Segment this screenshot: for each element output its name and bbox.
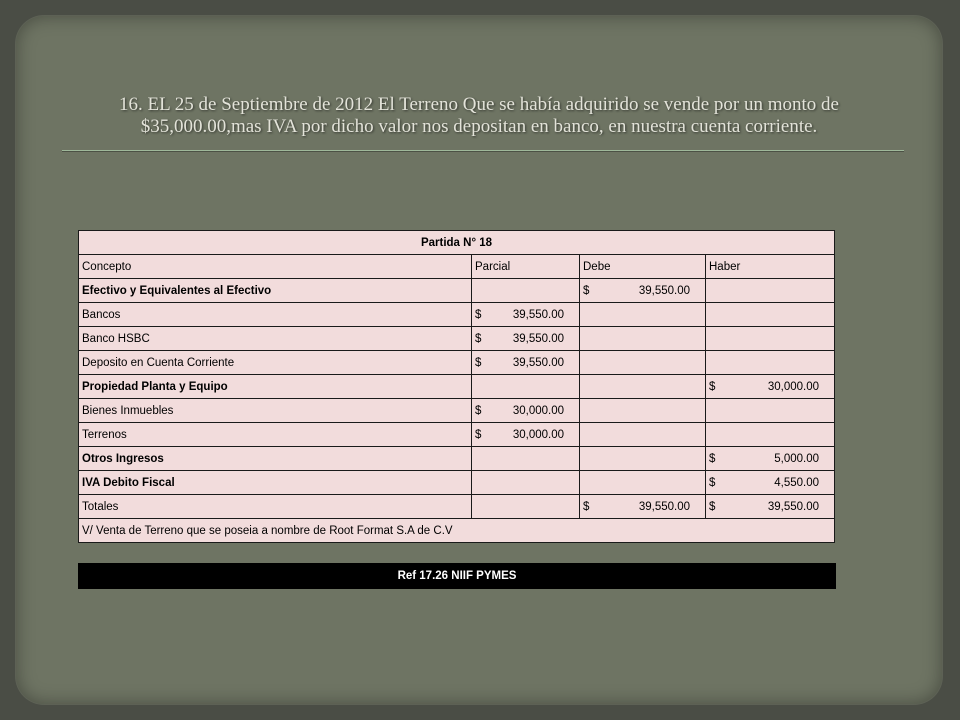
parcial-amount: 39,550.00	[512, 308, 564, 321]
debe-cell	[580, 351, 706, 375]
haber-amount: 5,000.00	[774, 452, 820, 465]
debe-cell	[580, 447, 706, 471]
column-header-row	[79, 255, 835, 279]
haber-amount: 30,000.00	[767, 380, 820, 393]
parcial-cell	[472, 351, 580, 375]
parcial-cell	[472, 471, 580, 495]
parcial-amount: 39,550.00	[512, 356, 564, 369]
parcial-cell	[472, 327, 580, 351]
parcial-cell	[472, 375, 580, 399]
currency-symbol: $	[709, 452, 716, 465]
table-row	[79, 423, 835, 447]
debe-cell	[580, 375, 706, 399]
reference-label: Ref 17.26 NIIF PYMES	[397, 570, 517, 582]
currency-symbol: $	[475, 356, 482, 369]
concepto-cell: Bancos	[79, 303, 472, 327]
concepto-cell: Totales	[79, 495, 472, 519]
slide-title-line-2: $35,000.00,mas IVA por dicho valor nos depositan en banco, en nuestra cuenta corriente.	[140, 116, 818, 137]
parcial-cell	[472, 279, 580, 303]
concepto-cell: Deposito en Cuenta Corriente	[79, 351, 472, 375]
haber-cell	[706, 351, 835, 375]
haber-cell	[706, 375, 835, 399]
haber-amount: 4,550.00	[774, 476, 820, 489]
currency-symbol: $	[709, 476, 716, 489]
concepto-cell: Terrenos	[79, 423, 472, 447]
column-header-haber: Haber	[706, 255, 835, 279]
parcial-amount: 39,550.00	[512, 332, 564, 345]
currency-symbol: $	[475, 428, 482, 441]
currency-symbol: $	[475, 404, 482, 417]
haber-cell	[706, 495, 835, 519]
currency-symbol: $	[475, 332, 482, 345]
parcial-cell	[472, 303, 580, 327]
debe-cell	[580, 327, 706, 351]
table-row	[79, 351, 835, 375]
reference-bar	[78, 563, 836, 589]
currency-symbol: $	[709, 380, 716, 393]
entry-description: V/ Venta de Terreno que se poseia a nombre de Root Format S.A de C.V	[79, 519, 835, 543]
haber-cell	[706, 303, 835, 327]
concepto-cell: Bienes Inmuebles	[79, 399, 472, 423]
parcial-cell	[472, 399, 580, 423]
table-row	[79, 327, 835, 351]
column-header-debe: Debe	[580, 255, 706, 279]
table-row	[79, 495, 835, 519]
haber-cell	[706, 279, 835, 303]
haber-cell	[706, 399, 835, 423]
parcial-cell	[472, 495, 580, 519]
debe-cell	[580, 303, 706, 327]
concepto-cell: IVA Debito Fiscal	[79, 471, 472, 495]
haber-cell	[706, 471, 835, 495]
table-row	[79, 447, 835, 471]
table-row	[79, 471, 835, 495]
haber-cell	[706, 327, 835, 351]
column-header-parcial: Parcial	[472, 255, 580, 279]
column-header-concepto: Concepto	[79, 255, 472, 279]
debe-cell	[580, 279, 706, 303]
journal-entry-table	[78, 230, 835, 543]
parcial-amount: 30,000.00	[512, 404, 564, 417]
concepto-cell: Banco HSBC	[79, 327, 472, 351]
table-row	[79, 279, 835, 303]
currency-symbol: $	[583, 500, 590, 513]
table-heading-row	[79, 231, 835, 255]
table-row	[79, 399, 835, 423]
parcial-cell	[472, 423, 580, 447]
parcial-amount: 30,000.00	[512, 428, 564, 441]
concepto-cell: Efectivo y Equivalentes al Efectivo	[79, 279, 472, 303]
debe-amount: 39,550.00	[638, 500, 690, 513]
concepto-cell: Propiedad Planta y Equipo	[79, 375, 472, 399]
currency-symbol: $	[709, 500, 716, 513]
table-row	[79, 375, 835, 399]
currency-symbol: $	[583, 284, 590, 297]
haber-amount: 39,550.00	[767, 500, 820, 513]
debe-cell	[580, 471, 706, 495]
slide-title	[56, 94, 902, 138]
concepto-cell: Otros Ingresos	[79, 447, 472, 471]
parcial-cell	[472, 447, 580, 471]
haber-cell	[706, 423, 835, 447]
currency-symbol: $	[475, 308, 482, 321]
entry-number-heading: Partida N° 18	[79, 231, 835, 255]
table-row	[79, 303, 835, 327]
debe-cell	[580, 423, 706, 447]
debe-cell	[580, 399, 706, 423]
slide-title-line-1: 16. EL 25 de Septiembre de 2012 El Terreno Que se había adquirido se vende por un monto de	[119, 94, 839, 115]
note-row	[79, 519, 835, 543]
title-underline	[62, 150, 904, 151]
debe-cell	[580, 495, 706, 519]
haber-cell	[706, 447, 835, 471]
debe-amount: 39,550.00	[638, 284, 690, 297]
